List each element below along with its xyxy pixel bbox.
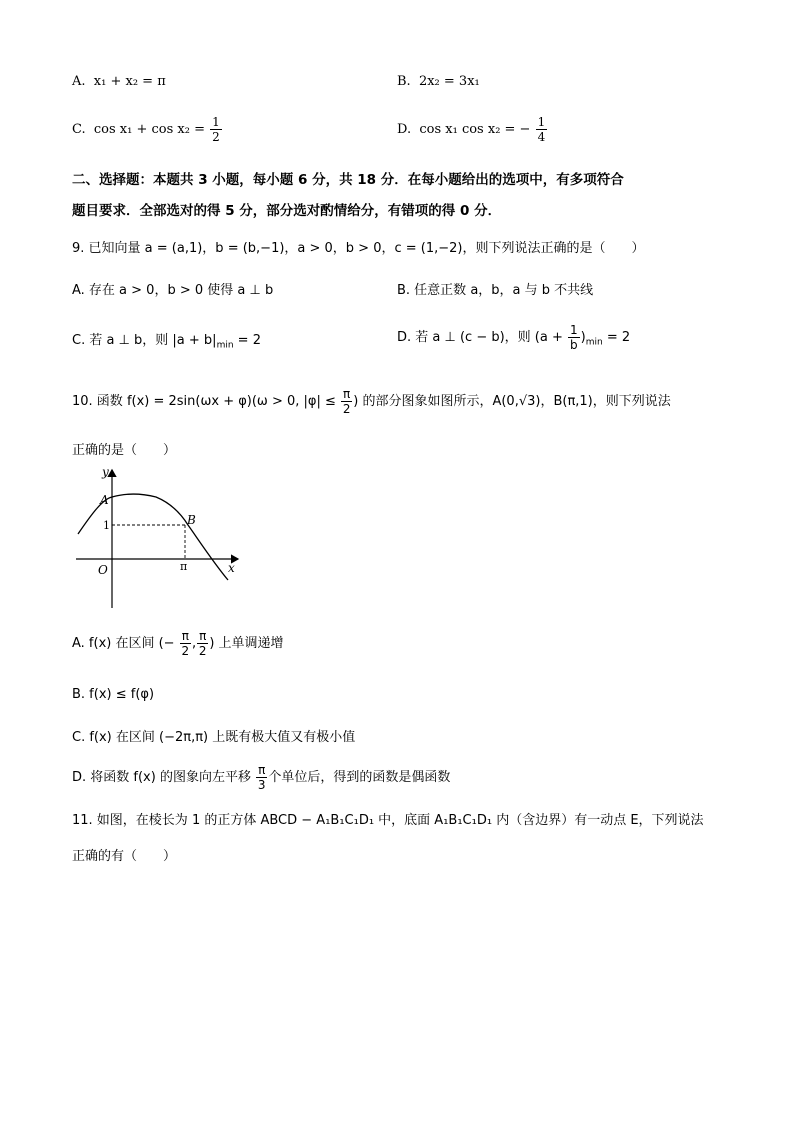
option-text: 2x₂ = 3x₁ bbox=[418, 74, 480, 89]
option-8d bbox=[397, 116, 548, 143]
option-label: A. bbox=[72, 74, 86, 89]
section-heading-line2: 题目要求．全部选对的得 5 分，部分选对酌情给分，有错项的得 0 分． bbox=[72, 203, 502, 219]
question-11-stem-line2: 正确的有（ ） bbox=[72, 849, 177, 864]
label-one: 1 bbox=[103, 519, 110, 532]
option-text: x₁ + x₂ = π bbox=[93, 74, 166, 89]
option-label: D. bbox=[397, 122, 412, 137]
option-9c: C. 若 a ⊥ b，则 $|a + b|_{min} = 2$ bbox=[72, 333, 261, 351]
option-9a: A. 存在 a > 0，b > 0 使得 a ⊥ b bbox=[72, 283, 274, 298]
fraction: $\frac{1}{4}$ bbox=[537, 115, 546, 144]
option-10c: C. f(x) 在区间 (−2π,π) 上既有极大值又有极小值 bbox=[72, 730, 356, 745]
question-10-stem-line2: 正确的是（ ） bbox=[72, 443, 177, 458]
option-label: C. bbox=[72, 122, 86, 137]
label-origin: O bbox=[98, 563, 108, 577]
fraction: $\frac{\pi}{3}$ bbox=[257, 763, 266, 792]
option-9d: D. 若 a ⊥ (c − b)，则 (a + $\frac{1}{b}$ )$_{min} = 2$ bbox=[397, 323, 631, 352]
sine-graph-figure bbox=[68, 462, 248, 612]
fraction: $\frac{\pi}{2}$ bbox=[181, 629, 190, 658]
label-pi: π bbox=[180, 560, 188, 573]
option-9b: B. 任意正数 a，b，a 与 b 不共线 bbox=[397, 283, 594, 298]
fraction: $\frac{1}{2}$ bbox=[212, 115, 220, 144]
fraction: $\frac{\pi}{2}$ bbox=[198, 629, 207, 658]
option-text: cos x₁ cos x₂ = − bbox=[419, 122, 531, 137]
option-10d: D. 将函数 f(x) 的图象向左平移 $\frac{\pi}{3}$ 个单位后，得到的函数是偶函数 bbox=[72, 763, 451, 792]
fraction: $\frac{\pi}{2}$ bbox=[342, 387, 351, 416]
option-text: cos x₁ + cos x₂ = bbox=[93, 122, 205, 137]
label-y: y bbox=[102, 465, 109, 479]
question-11-stem: 11. 如图，在棱长为 1 的正方体 ABCD − A₁B₁C₁D₁ 中，底面 A₁B₁C₁D₁ 内（含边界）有一动点 E，下列说法 bbox=[72, 813, 704, 828]
option-10a: A. f(x) 在区间 (− $\frac{\pi}{2}$ , $\frac{\pi}{2}$ ) 上单调递增 bbox=[72, 629, 284, 658]
option-8a bbox=[72, 75, 166, 88]
fraction: $\frac{1}{b}$ bbox=[570, 323, 578, 352]
label-point-b: B bbox=[187, 513, 196, 527]
label-point-a: A bbox=[100, 493, 109, 507]
option-10b: B. f(x) ≤ f(φ) bbox=[72, 687, 155, 702]
question-10-stem: 10. 函数 f(x) = 2sin(ωx + φ)(ω > 0, |φ| ≤ $\frac{\pi}{2}$ ) 的部分图象如图所示，A(0,√3)，B(π,1)，则下列说法 bbox=[72, 387, 671, 416]
section-heading-line1: 二、选择题：本题共 3 小题，每小题 6 分，共 18 分．在每小题给出的选项中，有多项符合 bbox=[72, 172, 624, 188]
option-8b bbox=[397, 75, 480, 88]
question-9-stem: 9. 已知向量 a = (a,1)，b = (b,−1)，a > 0，b > 0，c = (1,−2)，则下列说法正确的是（ ） bbox=[72, 241, 645, 256]
option-8c bbox=[72, 116, 223, 143]
option-label: B. bbox=[397, 74, 411, 89]
label-x: x bbox=[228, 561, 235, 575]
